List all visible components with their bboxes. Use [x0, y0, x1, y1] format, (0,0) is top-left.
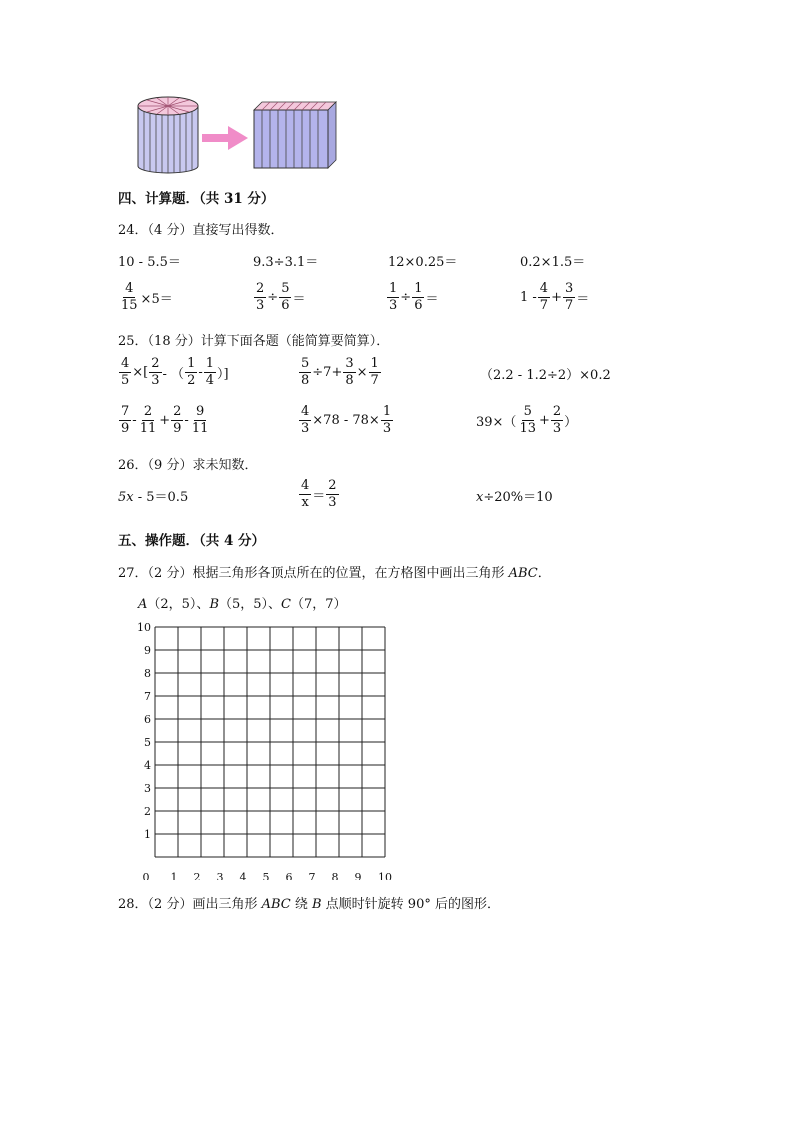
y-tick-label: 5 — [144, 736, 151, 749]
grid-lines — [155, 627, 385, 857]
q24-row1-item-2: 9.3÷3.1＝ — [253, 255, 319, 270]
cylinder-transform-figure — [130, 92, 360, 174]
y-tick-label: 6 — [144, 713, 151, 726]
x-tick-label: 8 — [331, 871, 339, 880]
x-tick-label: 0 — [142, 871, 150, 880]
q27-points: A（2，5）、B（5，5）、C（7，7） — [138, 597, 347, 612]
x-axis-labels — [143, 871, 393, 880]
q24-row2-item-4: 1 - $\frac{4}{7}$ + $\frac{3}{7}$ ＝ — [520, 281, 590, 313]
q24-row1-item-3: 12×0.25＝ — [388, 255, 458, 270]
y-tick-label: 2 — [144, 805, 151, 818]
x-tick-label: 2 — [193, 871, 201, 880]
y-tick-label: 7 — [144, 690, 151, 703]
section-5-title: 五、操作题．（共 4 分） — [118, 533, 266, 549]
x-tick-label: 4 — [239, 871, 247, 880]
q24-row2-item-1: $\frac{4}{15}$ ×5＝ — [121, 281, 173, 313]
y-tick-label: 3 — [144, 782, 151, 795]
q24-row2-item-3: $\frac{1}{3}$ ÷ $\frac{1}{6}$ ＝ — [389, 281, 439, 313]
y-tick-label: 4 — [144, 759, 151, 772]
x-tick-label: 1 — [170, 871, 178, 880]
q26-equation-1: 5x - 5＝0.5 — [118, 490, 189, 505]
prism-shape — [254, 102, 336, 168]
x-tick-label: 6 — [285, 871, 293, 880]
question-28-label: 28．（2 分）画出三角形 ABC 绕 B 点顺时针旋转 90° 后的图形． — [118, 897, 500, 912]
question-25-label: 25．（18 分）计算下面各题（能简算要简算）． — [118, 334, 390, 349]
x-tick-label: 10 — [378, 871, 392, 880]
y-axis-labels — [137, 621, 151, 841]
x-tick-label: 7 — [308, 871, 316, 880]
q25-expr-2: $\frac{5}{8}$ ÷7+ $\frac{3}{8}$ × $\frac{1}{7}$ — [301, 356, 379, 388]
y-tick-label: 9 — [144, 644, 151, 657]
section-4-title: 四、计算题．（共 31 分） — [118, 191, 275, 207]
q25-expr-6: 39×（ $\frac{5}{13}$ + $\frac{2}{3}$ ） — [476, 404, 578, 436]
x-tick-label: 3 — [216, 871, 224, 880]
x-tick-label: 9 — [354, 871, 362, 880]
cylinder-shape — [138, 97, 198, 173]
q25-expr-4: $\frac{7}{9}$ - $\frac{2}{11}$ + $\frac{2}{9}$ - $\frac{9}{11}$ — [121, 404, 209, 436]
arrow-icon — [202, 126, 248, 150]
y-tick-label: 8 — [144, 667, 151, 680]
q24-row1-item-4: 0.2×1.5＝ — [520, 255, 586, 270]
q26-equation-3: x÷20%＝10 — [476, 490, 553, 505]
question-26-label: 26．（9 分）求未知数． — [118, 458, 258, 473]
q25-expr-5: $\frac{4}{3}$ ×78 - 78× $\frac{1}{3}$ — [301, 404, 392, 436]
q25-expr-1: $\frac{4}{5}$ ×[ $\frac{2}{3}$ - （ $\frac{1}{2}$ - $\frac{1}{4}$ ）] — [121, 356, 229, 388]
question-24-label: 24．（4 分）直接写出得数． — [118, 223, 284, 238]
coordinate-grid[interactable] — [128, 618, 398, 880]
q24-row1-item-1: 10 - 5.5＝ — [118, 255, 181, 270]
x-tick-label: 5 — [262, 871, 270, 880]
question-27-label: 27．（2 分）根据三角形各顶点所在的位置，在方格图中画出三角形 ABC． — [118, 566, 551, 581]
q26-equation-2: $\frac{4}{x}$ ＝ $\frac{2}{3}$ — [301, 478, 337, 510]
q25-expr-3: （2.2 - 1.2÷2）×0.2 — [480, 368, 611, 383]
y-tick-label: 1 — [144, 828, 151, 841]
q24-row2-item-2: $\frac{2}{3}$ ÷ $\frac{5}{6}$ ＝ — [256, 281, 306, 313]
y-tick-label: 10 — [137, 621, 151, 634]
